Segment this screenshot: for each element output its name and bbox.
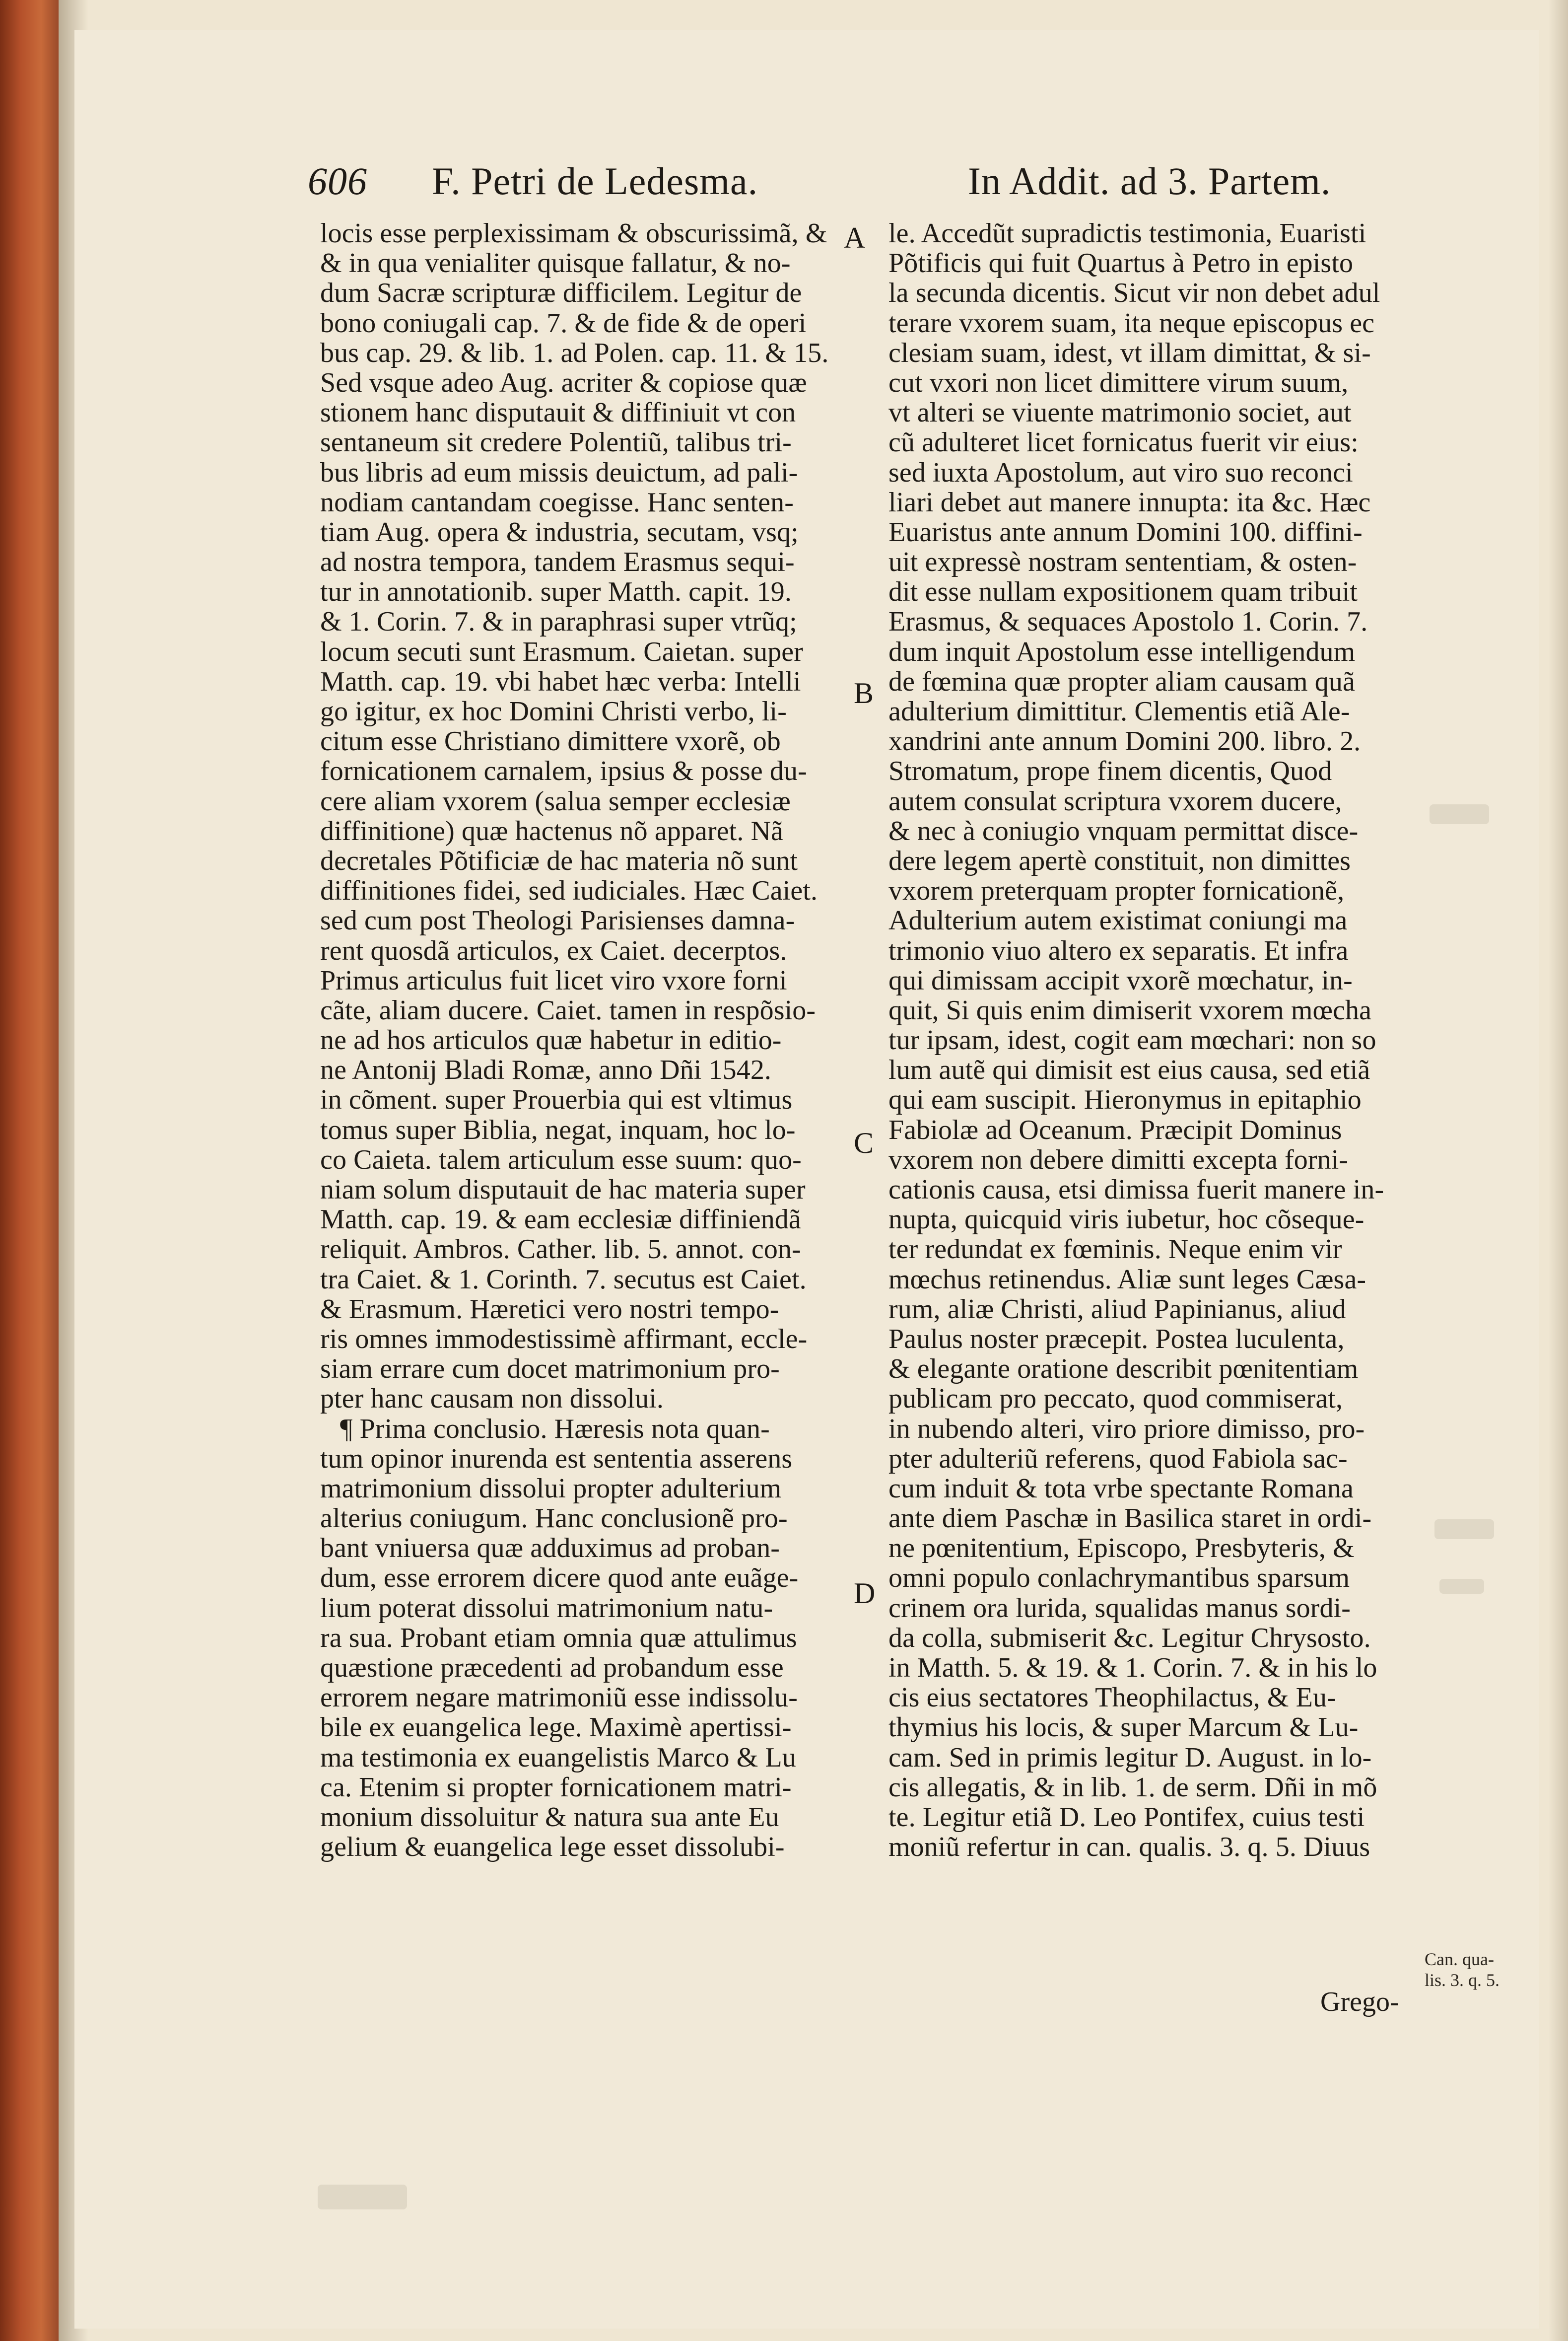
text-line: nupta, quicquid viris iubetur, hoc cõseque- bbox=[888, 1205, 1364, 1235]
margin-letter-c: C bbox=[854, 1127, 874, 1159]
text-line: fornicationem carnalem, ipsius & posse du- bbox=[320, 756, 807, 786]
text-line: dum inquit Apostolum esse intelligendum bbox=[888, 637, 1356, 667]
text-line: in cõment. super Prouerbia qui est vltimus bbox=[320, 1085, 793, 1115]
text-line: niam solum disputauit de hac materia super bbox=[320, 1175, 806, 1205]
text-line: cis eius sectatores Theophilactus, & Eu- bbox=[888, 1683, 1336, 1713]
text-line: qui dimissam accipit vxorẽ mœchatur, in- bbox=[888, 965, 1353, 995]
page-edge-shadow bbox=[1548, 0, 1568, 2341]
text-line: Paulus noster præcepit. Postea luculenta, bbox=[888, 1324, 1345, 1354]
show-through-mark bbox=[1434, 1519, 1494, 1539]
text-line: quæstione præcedenti ad probandum esse bbox=[320, 1653, 784, 1683]
text-line: ne Antonij Bladi Romæ, anno Dñi 1542. bbox=[320, 1055, 772, 1085]
text-line: de fœmina quæ propter aliam causam quã bbox=[888, 666, 1355, 697]
text-line: te. Legitur etiã D. Leo Pontifex, cuius testi bbox=[888, 1802, 1365, 1833]
text-line: pter adulteriũ referens, quod Fabiola sac- bbox=[888, 1443, 1348, 1474]
text-line: Matth. cap. 19. & eam ecclesiæ diffiniendã bbox=[320, 1205, 801, 1235]
text-line: bus cap. 29. & lib. 1. ad Polen. cap. 11. & 15. bbox=[320, 338, 829, 368]
text-line: locis esse perplexissimam & obscurissimã, & bbox=[320, 218, 827, 249]
text-line: dum, esse errorem dicere quod ante euãge- bbox=[320, 1563, 799, 1593]
text-line: & in qua venialiter quisque fallatur, & no- bbox=[320, 248, 791, 279]
text-line: Matth. cap. 19. vbi habet hæc verba: Intelli bbox=[320, 666, 801, 697]
text-line: ¶ Prima conclusio. Hæresis nota quan- bbox=[340, 1414, 770, 1444]
text-line: ca. Etenim si propter fornicationem matri- bbox=[320, 1772, 792, 1802]
text-line: sed cum post Theologi Parisienses damna- bbox=[320, 906, 795, 936]
text-line: omni populo conlachrymantibus sparsum bbox=[888, 1563, 1350, 1593]
text-line: sentaneum sit credere Polentiũ, talibus tri- bbox=[320, 427, 792, 458]
text-line: lum autẽ qui dimisit est eius causa, sed etiã bbox=[888, 1055, 1370, 1085]
text-line: mœchus retinendus. Aliæ sunt leges Cæsa- bbox=[888, 1264, 1366, 1294]
text-line: & nec à coniugio vnquam permittat disce- bbox=[888, 816, 1359, 846]
catchword: Grego- bbox=[1320, 1986, 1399, 2017]
text-line: Adulterium autem existimat coniungi ma bbox=[888, 906, 1348, 936]
margin-letter-d: D bbox=[854, 1577, 876, 1610]
text-line: ante diem Paschæ in Basilica staret in ordi- bbox=[888, 1503, 1372, 1534]
text-line: reliquit. Ambros. Cather. lib. 5. annot. con- bbox=[320, 1234, 801, 1265]
text-line: errorem negare matrimoniũ esse indissolu- bbox=[320, 1683, 798, 1713]
margin-letter-a: A bbox=[844, 221, 866, 254]
text-line: le. Accedũt supradictis testimonia, Euaristi bbox=[888, 218, 1366, 249]
text-line: tiam Aug. opera & industria, secutam, vsq; bbox=[320, 517, 799, 548]
text-line: siam errare cum docet matrimonium pro- bbox=[320, 1354, 780, 1384]
text-line: in nubendo alteri, viro priore dimisso, pro- bbox=[888, 1414, 1365, 1444]
text-line: Sed vsque adeo Aug. acriter & copiose quæ bbox=[320, 367, 807, 398]
text-line: tra Caiet. & 1. Corinth. 7. secutus est Caiet. bbox=[320, 1264, 807, 1294]
show-through-mark bbox=[318, 2185, 407, 2209]
text-line: tum opinor inurenda est sententia asserens bbox=[320, 1443, 793, 1474]
right-text-column bbox=[888, 218, 1415, 2180]
running-head-author: F. Petri de Ledesma. bbox=[432, 159, 758, 203]
text-line: terare vxorem suam, ita neque episcopus ec bbox=[888, 308, 1375, 338]
text-line: diffinitione) quæ hactenus nõ apparet. Nã bbox=[320, 816, 784, 846]
text-line: & Erasmum. Hæretici vero nostri tempo- bbox=[320, 1294, 779, 1324]
text-line: dit esse nullam expositionem quam tribuit bbox=[888, 577, 1358, 607]
text-line: Erasmus, & sequaces Apostolo 1. Corin. 7. bbox=[888, 607, 1368, 637]
text-line: ne pœnitentium, Episcopo, Presbyteris, & bbox=[888, 1533, 1355, 1563]
text-line: da colla, submiserit &c. Legitur Chrysosto. bbox=[888, 1623, 1371, 1653]
text-line: crinem ora lurida, squalidas manus sordi- bbox=[888, 1593, 1351, 1623]
text-line: & elegante oratione describit pœnitentiam bbox=[888, 1354, 1359, 1384]
text-line: qui eam suscipit. Hieronymus in epitaphio bbox=[888, 1085, 1362, 1115]
text-line: thymius his locis, & super Marcum & Lu- bbox=[888, 1712, 1359, 1743]
text-line: Primus articulus fuit licet viro vxore forni bbox=[320, 965, 787, 995]
margin-letter-b: B bbox=[854, 677, 874, 709]
text-line: cis allegatis, & in lib. 1. de serm. Dñi in mõ bbox=[888, 1772, 1377, 1802]
text-line: bant vniuersa quæ adduximus ad proban- bbox=[320, 1533, 780, 1563]
text-line: la secunda dicentis. Sicut vir non debet adul bbox=[888, 278, 1380, 308]
text-line: autem consulat scriptura vxorem ducere, bbox=[888, 786, 1342, 816]
text-line: go igitur, ex hoc Domini Christi verbo, li- bbox=[320, 697, 787, 727]
text-line: trimonio viuo altero ex separatis. Et infra bbox=[888, 935, 1349, 966]
running-head-section: In Addit. ad 3. Partem. bbox=[968, 159, 1331, 203]
text-line: rum, aliæ Christi, aliud Papinianus, aliud bbox=[888, 1294, 1346, 1324]
text-line: cationis causa, etsi dimissa fuerit manere in- bbox=[888, 1175, 1384, 1205]
page-number: 606 bbox=[308, 159, 367, 203]
text-line: locum secuti sunt Erasmum. Caietan. super bbox=[320, 637, 803, 667]
side-note-line: lis. 3. q. 5. bbox=[1425, 1970, 1500, 1990]
text-line: dere legem apertè constituit, non dimittes bbox=[888, 846, 1351, 876]
text-line: bono coniugali cap. 7. & de fide & de operi bbox=[320, 308, 807, 338]
text-line: gelium & euangelica lege esset dissolubi- bbox=[320, 1832, 785, 1862]
text-line: xandrini ante annum Domini 200. libro. 2. bbox=[888, 726, 1361, 757]
text-line: cere aliam vxorem (salua semper ecclesiæ bbox=[320, 786, 791, 816]
text-line: vxorem non debere dimitti excepta forni- bbox=[888, 1144, 1349, 1175]
text-line: tomus super Biblia, negat, inquam, hoc lo- bbox=[320, 1115, 796, 1145]
text-line: pter hanc causam non dissolui. bbox=[320, 1384, 664, 1414]
text-line: decretales Põtificiæ de hac materia nõ sunt bbox=[320, 846, 798, 876]
text-line: quit, Si quis enim dimiserit vxorem mœcha bbox=[888, 995, 1372, 1026]
text-line: sed iuxta Apostolum, aut viro suo reconci bbox=[888, 457, 1353, 488]
text-line: moniũ refertur in can. qualis. 3. q. 5. Diuus bbox=[888, 1832, 1370, 1862]
text-line: cum induit & tota vrbe spectante Romana bbox=[888, 1473, 1354, 1504]
text-line: citum esse Christiano dimittere vxorẽ, ob bbox=[320, 726, 781, 757]
text-line: ris omnes immodestissimè affirmant, eccle- bbox=[320, 1324, 808, 1354]
text-line: ter redundat ex fœminis. Neque enim vir bbox=[888, 1234, 1342, 1265]
text-line: in Matth. 5. & 19. & 1. Corin. 7. & in his lo bbox=[888, 1653, 1377, 1683]
text-line: adulterium dimittitur. Clementis etiã Ale- bbox=[888, 697, 1350, 727]
text-line: monium dissoluitur & natura sua ante Eu bbox=[320, 1802, 779, 1833]
text-line: tur ipsam, idest, cogit eam mœchari: non so bbox=[888, 1025, 1376, 1056]
text-line: stionem hanc disputauit & diffiniuit vt con bbox=[320, 398, 796, 428]
text-line: bus libris ad eum missis deuictum, ad pali- bbox=[320, 457, 798, 488]
text-line: cãte, aliam ducere. Caiet. tamen in respõsio- bbox=[320, 995, 816, 1026]
text-line: uit expressè nostram sententiam, & osten- bbox=[888, 547, 1357, 577]
text-line: vt alteri se viuente matrimonio societ, aut bbox=[888, 398, 1352, 428]
text-line: Euaristus ante annum Domini 100. diffini- bbox=[888, 517, 1363, 548]
text-line: ma testimonia ex euangelistis Marco & Lu bbox=[320, 1742, 796, 1773]
show-through-mark bbox=[1430, 804, 1489, 824]
text-line: rent quosdã articulos, ex Caiet. decerptos. bbox=[320, 935, 787, 966]
text-line: clesiam suam, idest, vt illam dimittat, & si- bbox=[888, 338, 1371, 368]
text-line: tur in annotationib. super Matth. capit. 19. bbox=[320, 577, 792, 607]
text-line: Fabiolæ ad Oceanum. Præcipit Dominus bbox=[888, 1115, 1342, 1145]
text-line: dum Sacræ scripturæ difficilem. Legitur de bbox=[320, 278, 802, 308]
text-line: Põtificis qui fuit Quartus à Petro in episto bbox=[888, 248, 1354, 279]
text-line: cam. Sed in primis legitur D. August. in lo- bbox=[888, 1742, 1372, 1773]
show-through-mark bbox=[1439, 1579, 1484, 1594]
left-text-column bbox=[320, 218, 854, 2056]
text-line: ra sua. Probant etiam omnia quæ attulimus bbox=[320, 1623, 797, 1653]
text-line: vxorem preterquam propter fornicationẽ, bbox=[888, 876, 1345, 906]
text-line: bile ex euangelica lege. Maximè apertissi- bbox=[320, 1712, 792, 1743]
text-line: matrimonium dissolui propter adulterium bbox=[320, 1473, 782, 1504]
text-line: lium poterat dissolui matrimonium natu- bbox=[320, 1593, 773, 1623]
text-line: cut vxori non licet dimittere virum suum, bbox=[888, 367, 1349, 398]
side-note-line: Can. qua- bbox=[1425, 1949, 1494, 1969]
side-note bbox=[1425, 1949, 1524, 1990]
text-line: alterius coniugum. Hanc conclusionẽ pro- bbox=[320, 1503, 788, 1534]
text-line: publicam pro peccato, quod commiserat, bbox=[888, 1384, 1343, 1414]
text-line: ad nostra tempora, tandem Erasmus sequi- bbox=[320, 547, 795, 577]
text-line: ne ad hos articulos quæ habetur in editio- bbox=[320, 1025, 782, 1056]
text-line: cũ adulteret licet fornicatus fuerit vir eius: bbox=[888, 427, 1359, 458]
text-line: diffinitiones fidei, sed iudiciales. Hæc Caiet. bbox=[320, 876, 818, 906]
text-line: Stromatum, prope finem dicentis, Quod bbox=[888, 756, 1332, 786]
book-edge bbox=[0, 0, 59, 2341]
text-line: co Caieta. talem articulum esse suum: quo- bbox=[320, 1144, 802, 1175]
text-line: nodiam cantandam coegisse. Hanc senten- bbox=[320, 487, 794, 517]
text-line: liari debet aut manere innupta: ita &c. Hæc bbox=[888, 487, 1371, 517]
text-line: & 1. Corin. 7. & in paraphrasi super vtrũq; bbox=[320, 607, 797, 637]
